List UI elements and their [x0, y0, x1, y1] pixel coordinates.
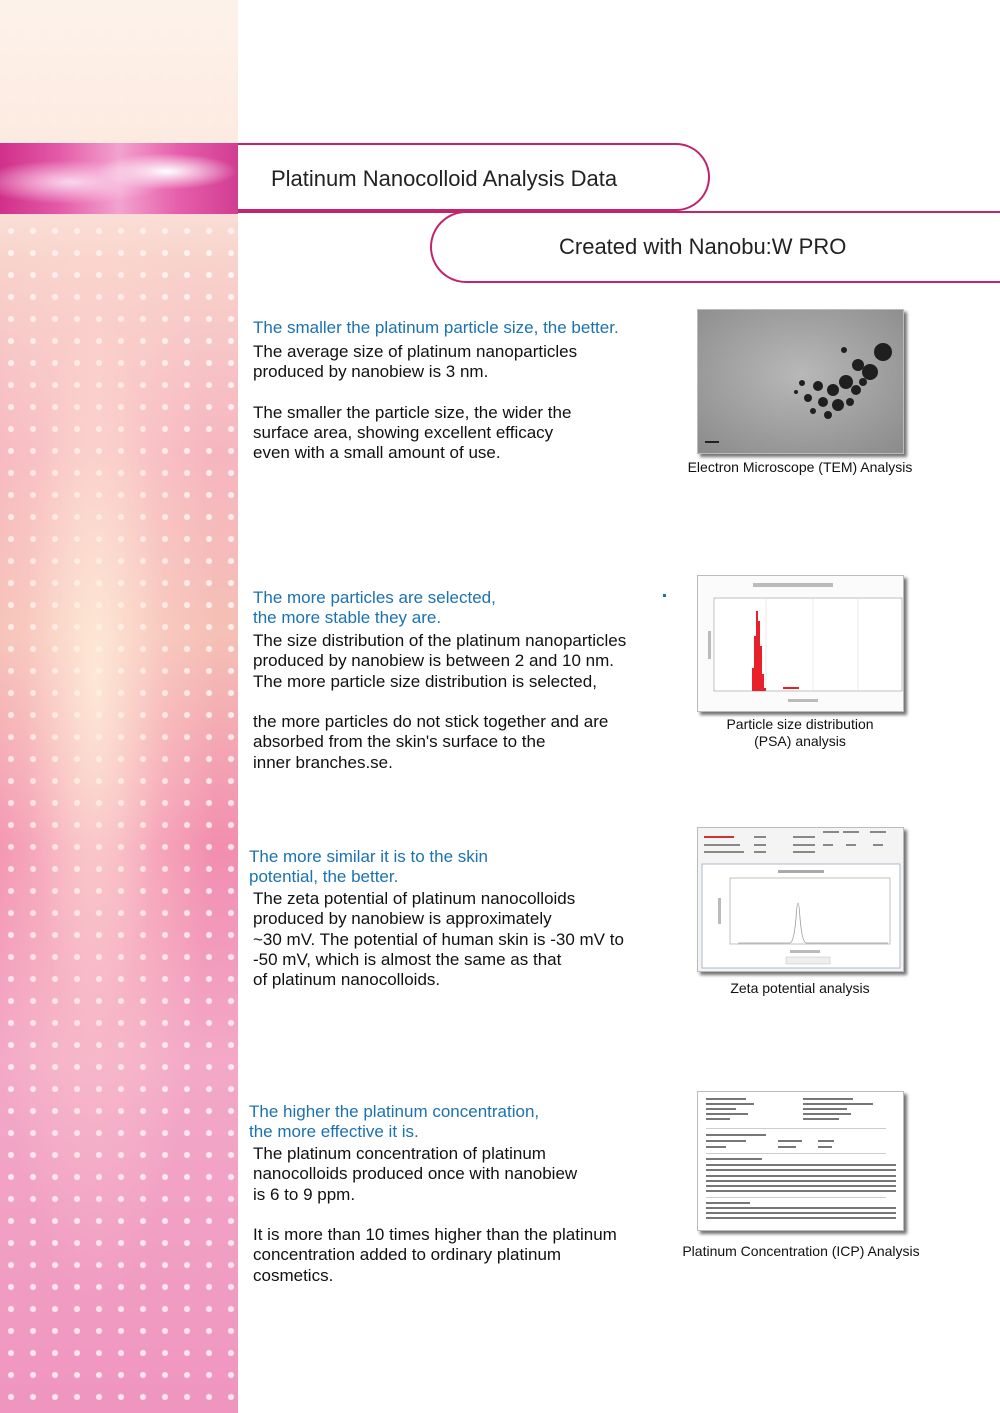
page-title: Platinum Nanocolloid Analysis Data: [271, 166, 618, 191]
icp-report: [698, 1092, 903, 1230]
zeta-chart-image: [697, 827, 904, 972]
section-zeta: [249, 847, 624, 990]
flower-banner-image: [0, 143, 238, 214]
section-lead: The smaller the platinum particle size, the better.: [253, 318, 619, 337]
zeta-chart: [698, 828, 903, 971]
icp-report-image: [697, 1091, 904, 1231]
icp-caption: Platinum Concentration (ICP) Analysis: [682, 1243, 920, 1259]
tem-caption: Electron Microscope (TEM) Analysis: [687, 459, 913, 475]
section-body: The zeta potential of platinum nanocolloids produced by nanobiew is approximately ~30 mV. The potential of human skin is -30 mV to -50 mV, which is almost the same as that of platinum nanocolloids.: [253, 889, 624, 990]
section-body: The size distribution of the platinum nanoparticles produced by nanobiew is between 2 and 10 nm. The more particle size distribution is selected, the more particles do not stick together and are absorbed from the skin's surface to the inner branches.se.: [253, 631, 627, 772]
stray-dot: [663, 594, 666, 597]
zeta-caption: Zeta potential analysis: [730, 980, 870, 996]
section-body: The platinum concentration of platinum nanocolloids produced once with nanobiew is 6 to 9 ppm. It is more than 10 times higher than the platinum concentration added to ordinary platinum cosmetics.: [253, 1144, 617, 1285]
psa-caption: Particle size distribution (PSA) analysis: [726, 716, 874, 749]
section-body: The average size of platinum nanoparticles produced by nanobiew is 3 nm. The smaller the particle size, the wider the surface area, showing excellent efficacy even with a small amount of use.: [253, 342, 578, 463]
section-particle-size: [253, 318, 619, 464]
section-lead: The more similar it is to the skin potential, the better.: [249, 847, 489, 886]
section-lead: The more particles are selected, the more stable they are.: [253, 588, 496, 627]
psa-chart-image: [697, 575, 904, 712]
section-lead: The higher the platinum concentration, the more effective it is.: [249, 1102, 540, 1141]
tem-image: [697, 309, 904, 454]
section-concentration: [249, 1102, 617, 1286]
psa-chart: [698, 576, 903, 711]
page-subtitle: Created with Nanobu:W PRO: [559, 234, 847, 259]
section-distribution: [253, 588, 626, 773]
tem-micrograph: [698, 310, 903, 453]
